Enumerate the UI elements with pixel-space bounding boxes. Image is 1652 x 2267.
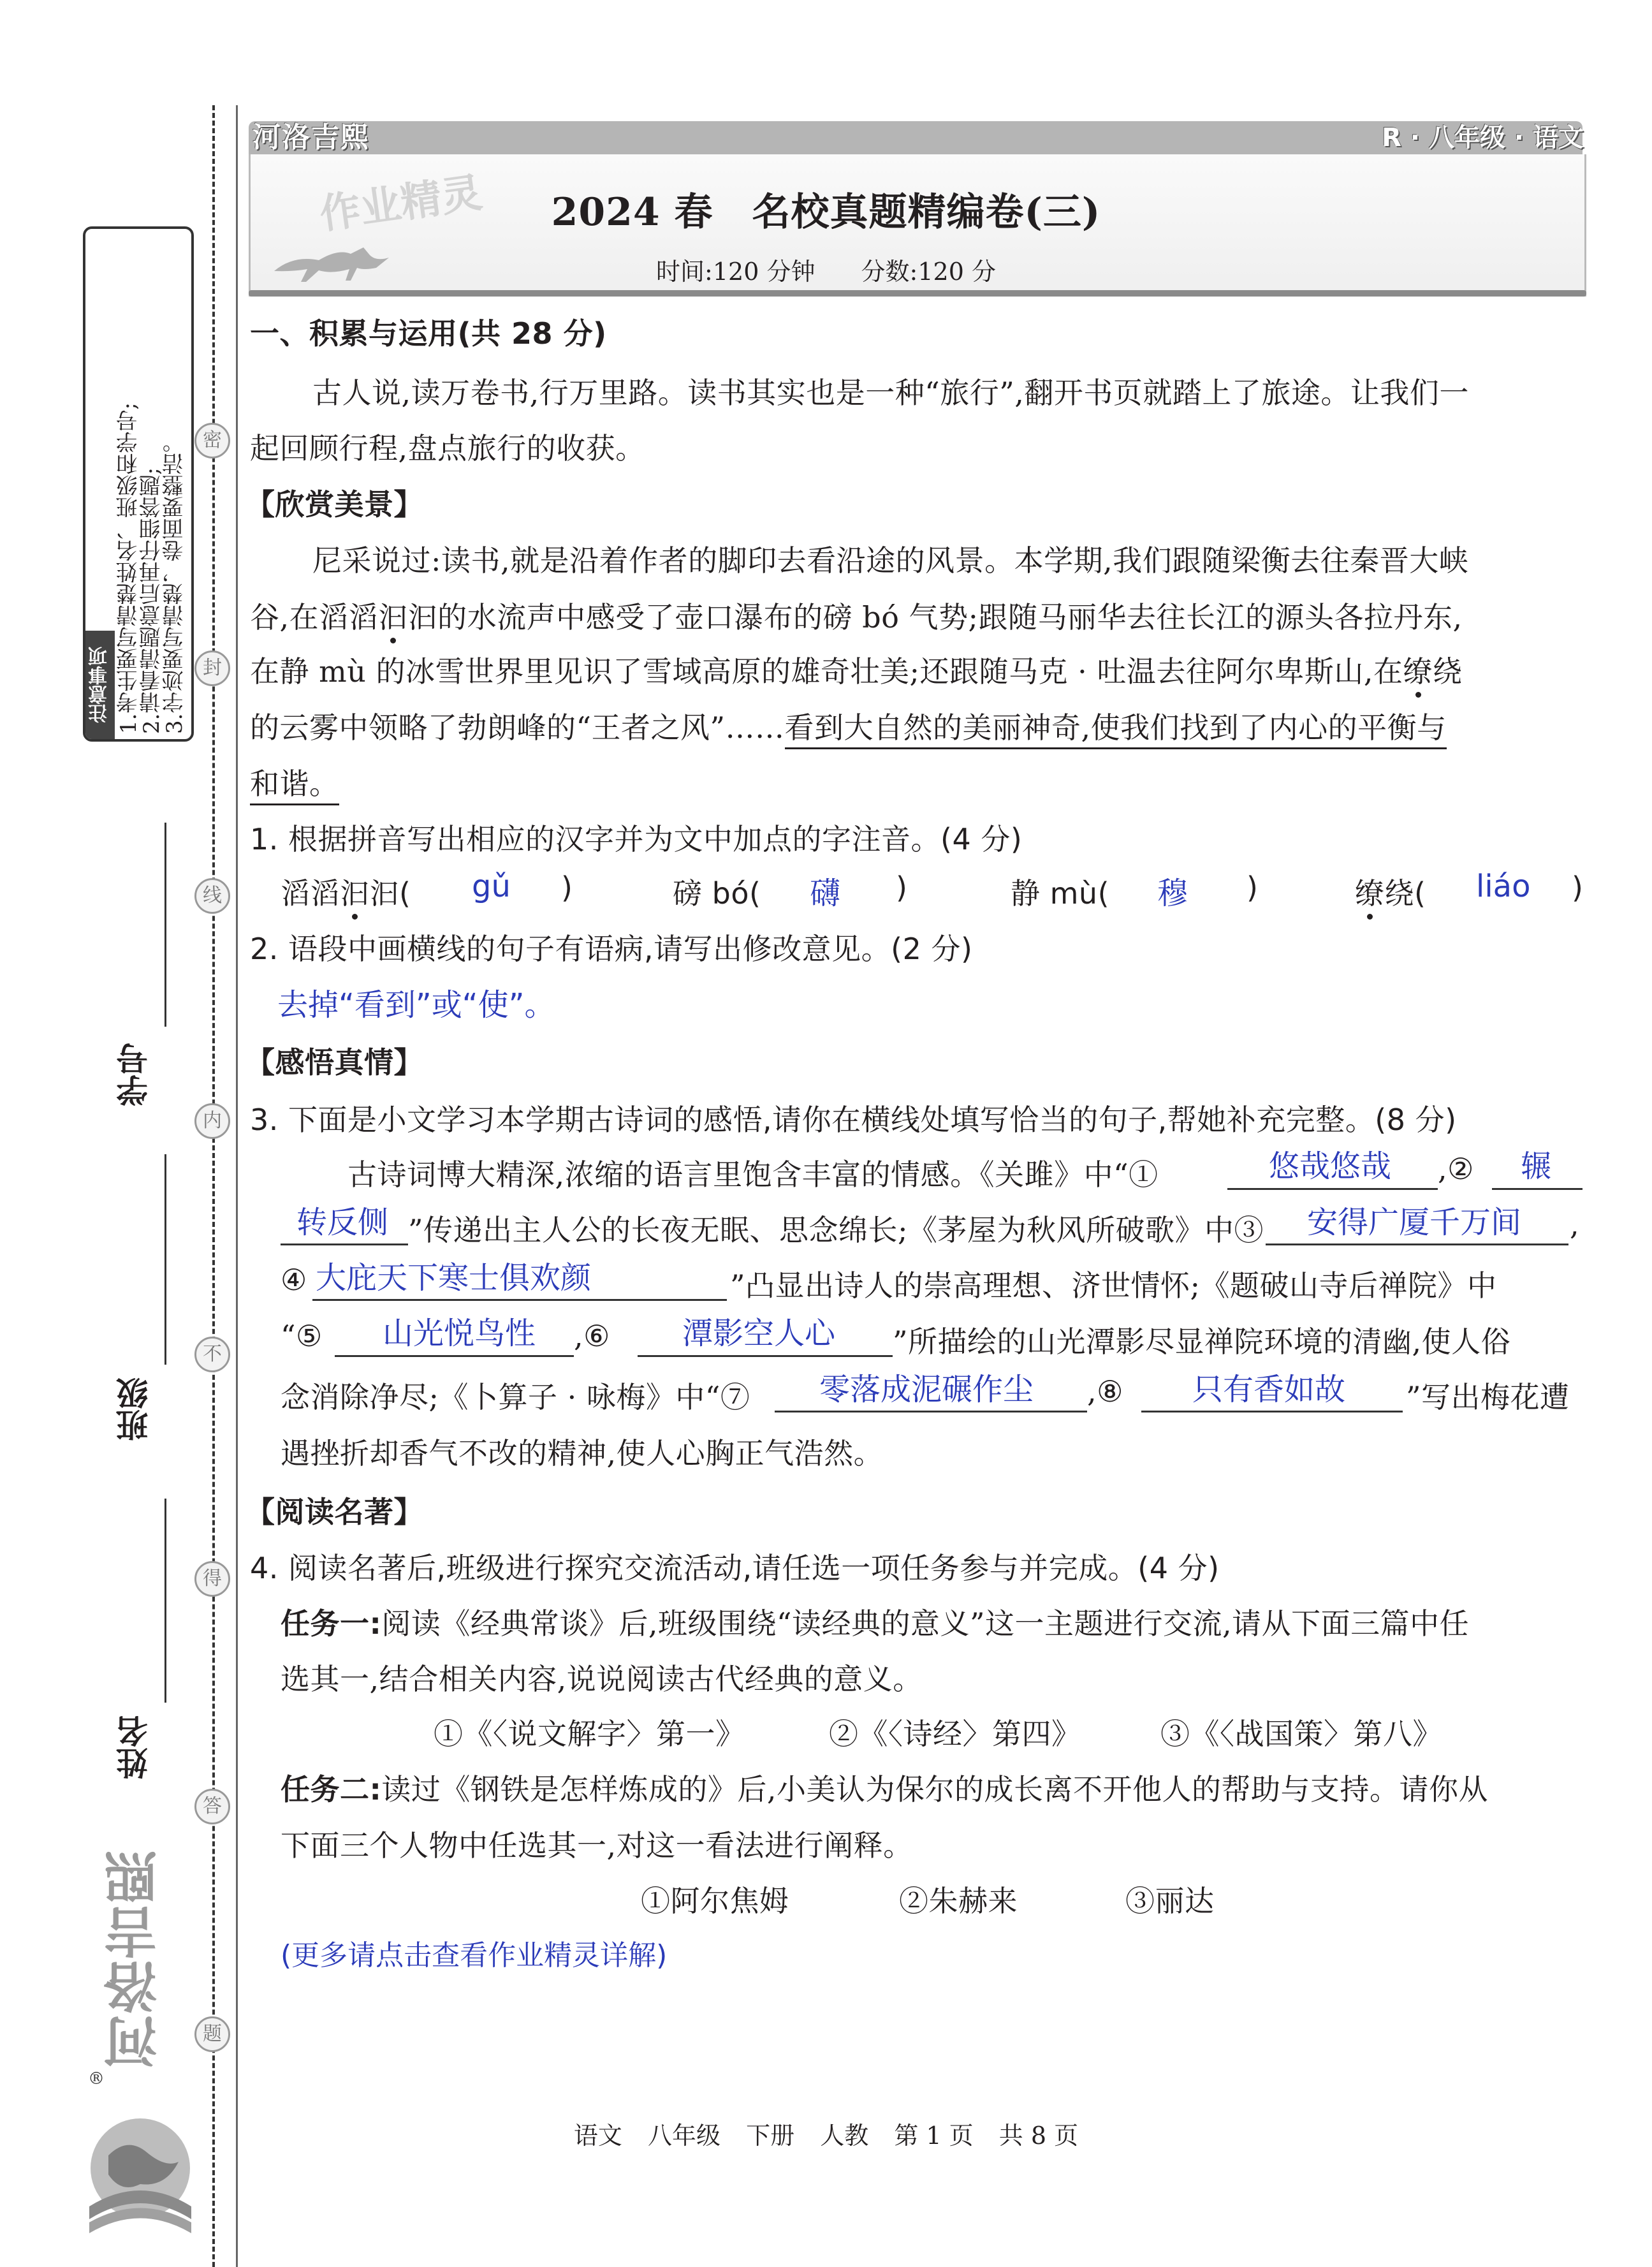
page-footer <box>0 2116 1652 2151</box>
field-label-name: 姓名 <box>116 1715 153 1779</box>
para-line-2: 谷,在滔滔汩汩的水流声中感受了壶口瀑布的磅 bó 气势;跟随马丽华去往长江的源头各拉丹东, <box>250 600 1463 635</box>
brand-logo: 河洛吉熙 <box>252 121 370 154</box>
seal-char-mi: 密 <box>194 423 230 459</box>
q3-answer-7[interactable]: 零落成泥碾作尘 <box>819 1372 1034 1407</box>
q1-stem: 1. 根据拼音写出相应的汉字并为文中加点的字注音。(4 分) <box>250 822 1023 856</box>
vertical-brand-logo: 河洛吉熙 <box>103 1849 166 2069</box>
watermark: 作业精灵 <box>316 169 485 239</box>
task2-text-1: 读过《钢铁是怎样炼成的》后,小美认为保尔的成长离不开他人的帮助与支持。请你从 <box>381 1772 1489 1807</box>
q3-blank-1[interactable] <box>1227 1188 1438 1190</box>
q3-answer-2[interactable]: 辗 <box>1521 1148 1552 1184</box>
q1-answer-1[interactable]: gǔ <box>472 869 511 904</box>
exam-meta <box>0 252 1652 287</box>
notice-line-3: 3.字迹要写清楚，卷面要整洁。 <box>162 431 187 734</box>
edition-label: R · 八年级 · 语文 <box>1382 123 1584 152</box>
q4-stem: 4. 阅读名著后,班级进行探究交流活动,请任选一项任务参与并完成。(4 分) <box>250 1551 1220 1585</box>
q3-answer-5[interactable]: 山光悦鸟性 <box>383 1316 536 1351</box>
para-line-5 <box>250 761 339 803</box>
notice-line-1: 1.考生要写清楚姓名、班级和学号; <box>116 402 142 734</box>
q1-item-4: 缭绕( <box>1355 876 1426 911</box>
footer-grade: 八年级 <box>648 2122 721 2150</box>
footer-volume: 下册 <box>746 2122 795 2150</box>
q3-line3-a: ④ <box>281 1263 307 1297</box>
q3-line2-b: , <box>1570 1207 1580 1242</box>
task1-option-1[interactable]: ①《〈说文解字〉第一》 <box>434 1717 745 1751</box>
q3-blank-7[interactable] <box>775 1411 1087 1412</box>
seal-char-da: 答 <box>194 1789 230 1824</box>
intro-line-2: 起回顾行程,盘点旅行的收获。 <box>250 431 645 466</box>
registered-mark: ® <box>88 2069 105 2088</box>
seal-char-feng: 封 <box>194 650 230 686</box>
task1-option-2[interactable]: ②《〈诗经〉第四》 <box>829 1717 1081 1751</box>
task2-label: 任务二: <box>281 1772 382 1807</box>
exam-time: 时间:120 分钟 <box>656 258 815 286</box>
q3-line6: 遇挫折却香气不改的精神,使人心胸正气浩然。 <box>281 1436 884 1471</box>
q3-answer-2-cont[interactable]: 转反侧 <box>296 1205 389 1240</box>
intro-line-1: 古人说,读万卷书,行万里路。读书其实也是一种“旅行”,翻开书页就踏上了旅途。让我们一 <box>312 376 1469 410</box>
para-line-4-text: 的云雾中领略了勃朗峰的“王者之风”…… <box>250 710 785 745</box>
notice-box <box>83 226 194 742</box>
q3-line5-c: ”写出梅花遭 <box>1406 1380 1570 1414</box>
q2-stem: 2. 语段中画横线的句子有语病,请写出修改意见。(2 分) <box>250 932 973 966</box>
q3-answer-3[interactable]: 安得广厦千万间 <box>1307 1205 1522 1240</box>
q3-line3-b: ”凸显出诗人的崇高理想、济世情怀;《题破山寺后禅院》中 <box>730 1268 1497 1303</box>
task1-text-1: 阅读《经典常谈》后,班级围绕“读经典的意义”这一主题进行交流,请从下面三篇中任 <box>381 1606 1470 1641</box>
footer-total: 共 8 页 <box>998 2122 1079 2150</box>
q1-answer-3[interactable]: 穆 <box>1157 876 1188 911</box>
q3-line1-b: ,② <box>1438 1152 1474 1186</box>
seal-char-bu: 不 <box>194 1337 230 1372</box>
field-label-student-id: 学号 <box>116 1043 153 1106</box>
section-heading: 一、积累与运用(共 28 分) <box>250 316 607 351</box>
q3-line5-a: 念消除净尽;《卜算子 · 咏梅》中“⑦ <box>281 1380 750 1414</box>
class-line[interactable] <box>164 1154 166 1365</box>
q3-line4-b: ,⑥ <box>574 1319 610 1353</box>
q3-answer-4[interactable]: 大庇天下寒士俱欢颜 <box>316 1260 592 1296</box>
notice-head: 注意事项 <box>85 631 115 739</box>
part-label-scenery: 【欣赏美景】 <box>245 487 423 522</box>
q1-close-4: ) <box>1572 870 1584 905</box>
q3-blank-8[interactable] <box>1141 1411 1403 1412</box>
notice-lines <box>117 229 189 734</box>
exam-title: 2024 春 名校真题精编卷(三) <box>551 190 1101 235</box>
header-rule <box>249 290 1586 297</box>
q3-blank-2[interactable] <box>1492 1188 1583 1190</box>
binding-solid-line <box>236 105 238 2267</box>
task2-option-1[interactable]: ①阿尔焦姆 <box>641 1884 789 1918</box>
para-line-4 <box>250 705 1447 747</box>
task2-option-2[interactable]: ②朱赫来 <box>899 1884 1018 1918</box>
task1-option-3[interactable]: ③《〈战国策〉第八》 <box>1160 1717 1442 1751</box>
q1-item-1: 滔滔汩汩( <box>281 876 411 911</box>
q4-task1-line1 <box>281 1601 1469 1643</box>
seal-char-nei: 内 <box>194 1103 230 1139</box>
q3-line5-b: ,⑧ <box>1087 1374 1123 1409</box>
para-line-1: 尼采说过:读书,就是沿着作者的脚印去看沿途的风景。本学期,我们跟随梁衡去往秦晋大峡 <box>312 543 1469 578</box>
footer-subject: 语文 <box>573 2122 622 2150</box>
seal-char-xian: 线 <box>194 878 230 914</box>
q1-answer-2[interactable]: 礴 <box>810 876 841 911</box>
part-label-feelings: 【感悟真情】 <box>245 1045 423 1080</box>
task2-option-3[interactable]: ③丽达 <box>1125 1884 1215 1918</box>
more-detail-link[interactable]: (更多请点击查看作业精灵详解) <box>281 1939 668 1972</box>
q3-blank-5[interactable] <box>335 1355 574 1357</box>
q1-answer-4[interactable]: liáo <box>1476 869 1531 904</box>
underlined-sentence-end: 和谐。 <box>250 767 339 805</box>
field-label-class: 班级 <box>116 1377 153 1441</box>
footer-publisher: 人教 <box>820 2122 869 2150</box>
task1-label: 任务一: <box>281 1606 382 1641</box>
exam-score: 分数:120 分 <box>861 258 996 286</box>
q3-answer-6[interactable]: 潭影空人心 <box>682 1316 836 1351</box>
seal-char-de: 得 <box>194 1561 230 1597</box>
q3-stem: 3. 下面是小文学习本学期古诗词的感悟,请你在横线处填写恰当的句子,帮她补充完整。(8 分) <box>250 1103 1457 1137</box>
q4-task1-line2: 选其一,结合相关内容,说说阅读古代经典的意义。 <box>281 1662 923 1696</box>
underlined-sentence: 看到大自然的美丽神奇,使我们找到了内心的平衡与 <box>785 710 1447 749</box>
q1-item-3: 静 mù( <box>1011 876 1110 911</box>
q3-line1-a: 古诗词博大精深,浓缩的语言里饱含丰富的情感。《关雎》中“① <box>347 1157 1159 1192</box>
q1-close-3: ) <box>1246 870 1259 905</box>
para-line-3: 在静 mù 的冰雪世界里见识了雪域高原的雄奇壮美;还跟随马克 · 吐温去往阿尔卑斯山,在缭绕 <box>250 654 1463 689</box>
notice-line-2: 2.请看清题意后再仔细答题; <box>139 467 164 734</box>
name-line[interactable] <box>164 1499 166 1703</box>
q3-line2-a: ”传递出主人公的长夜无眠、思念绵长;《茅屋为秋风所破歌》中③ <box>408 1213 1264 1247</box>
part-label-classics: 【阅读名著】 <box>245 1495 423 1529</box>
q3-blank-3[interactable] <box>1266 1244 1568 1245</box>
q3-blank-6[interactable] <box>638 1355 893 1357</box>
q1-close-1: ) <box>561 870 573 905</box>
q3-blank-4[interactable] <box>312 1299 727 1301</box>
footer-page: 第 1 页 <box>894 2122 974 2150</box>
student-id-line[interactable] <box>164 823 166 1027</box>
q3-answer-1[interactable]: 悠哉悠哉 <box>1269 1148 1392 1184</box>
q3-line4-c: ”所描绘的山光潭影尽显禅院环境的清幽,使人俗 <box>893 1324 1511 1359</box>
q3-line4-a: “⑤ <box>281 1319 323 1353</box>
q2-answer[interactable]: 去掉“看到”或“使”。 <box>277 987 555 1023</box>
seal-char-ti: 题 <box>194 2016 230 2052</box>
q1-close-2: ) <box>896 870 908 905</box>
q1-item-2: 磅 bó( <box>673 876 761 911</box>
q3-blank-2-cont[interactable] <box>281 1244 408 1245</box>
q4-task2-line1 <box>281 1766 1488 1808</box>
q3-answer-8[interactable]: 只有香如故 <box>1192 1372 1346 1407</box>
q4-task2-line2: 下面三个人物中任选其一,对这一看法进行阐释。 <box>281 1828 913 1863</box>
